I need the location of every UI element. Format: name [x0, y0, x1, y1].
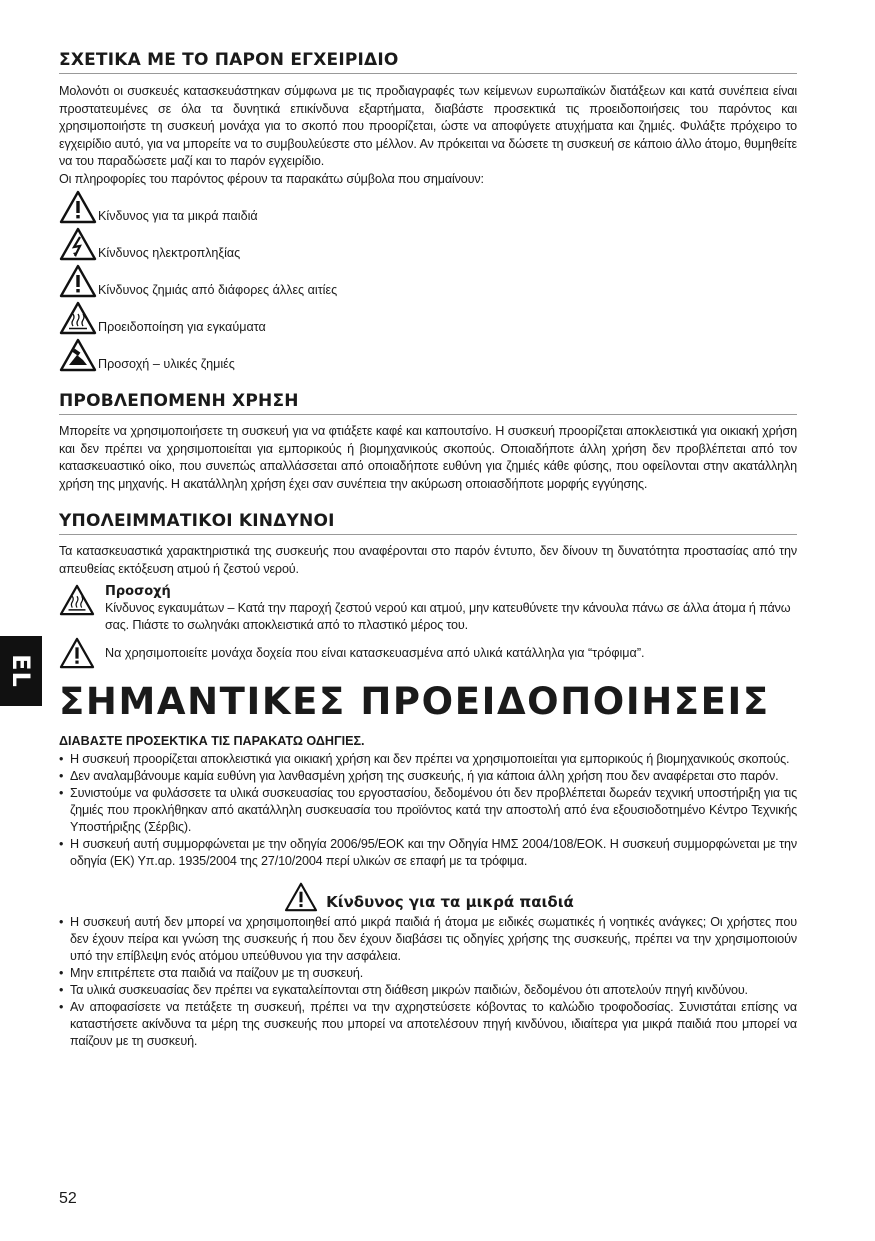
hot-surface-warning-icon: [59, 584, 95, 616]
list-item: • Η συσκευή προορίζεται αποκλειστικά για οικιακή χρήση και δεν πρέπει να χρησιμοποιείται για εμπορικούς ή βιομηχανικούς σκοπούς.: [59, 751, 797, 768]
symbol-label: Προσοχή – υλικές ζημιές: [98, 357, 235, 371]
symbol-label: Κίνδυνος ζημιάς από διάφορες άλλες αιτίες: [98, 283, 338, 297]
list-item: • Τα υλικά συσκευασίας δεν πρέπει να εγκαταλείπονται στη διάθεση μικρών παιδιών, δεδομένου ότι αποτελούν πηγή κινδύνου.: [59, 982, 797, 999]
symbol-row-electric: [59, 224, 797, 261]
symbol-label: Κίνδυνος για τα μικρά παιδιά: [98, 209, 258, 223]
list-item: • Αν αποφασίσετε να πετάξετε τη συσκευή, πρέπει να την αχρηστεύσετε κόβοντας το καλώδιο τροφοδοσίας. Συνιστάται επίσης να καταστήσετε ακίνδυνα τα μέρη της συσκευής που μπορεί να αποτελέσουν πηγή κινδύνου, ιδιαίτερα για μικρά παιδιά που μπορεί να παίζουν με τη συσκευή.: [59, 999, 797, 1050]
language-tab: [0, 636, 42, 706]
caution-content: [105, 584, 797, 634]
symbols-intro: Οι πληροφορίες του παρόντος φέρουν τα παρακάτω σύμβολα που σημαίνουν:: [59, 171, 484, 186]
read-instructions-subhead: ΔΙΑΒΑΣΤΕ ΠΡΟΣΕΚΤΙΚΑ ΤΙΣ ΠΑΡΑΚΑΤΩ ΟΔΗΓΙΕΣ.: [59, 734, 365, 748]
children-danger-title: Κίνδυνος για τα μικρά παιδιά: [326, 893, 574, 911]
symbol-row-other: [59, 261, 797, 298]
intended-use-paragraph: Μπορείτε να χρησιμοποιήσετε τη συσκευή για να φτιάξετε καφέ και καπουτσίνο. Η συσκευή προορίζεται αποκλειστικά για οικιακή χρήση και δεν πρέπει να χρησιμοποιείται για εμπορικούς ή βιομηχανικούς σκοπούς. Οποιαδήποτε άλλη χρήση δεν προβλέπεται από τον κατασκευαστικό οίκο, που συνεπώς απαλλάσσεται από οποιαδήποτε ευθύνη για ζημιές κάθε φύσης, που οφείλονται στην ακατάλληλη χρήση της μηχανής. Η ακατάλληλη χρήση έχει σαν συνέπεια την ακύρωση οποιασδήποτε μορφής εγγύησης.: [59, 424, 797, 491]
list-item: • Η συσκευή αυτή δεν μπορεί να χρησιμοποιηθεί από μικρά παιδιά ή άτομα με ειδικές σωματικές ή νοητικές ανάγκες; Οι χρήστες που δεν έχουν πείρα και γνώση της συσκευής ή που δεν έχουν διαβάσει τις οδηγίες χρήσης της συσκευής, πρέπει να την χρησιμοποιούν υπό την επίβλεψη ενός ατόμου υπεύθυνου για την ασφάλεια.: [59, 914, 797, 965]
section-title-residual-risks: ΥΠΟΛΕΙΜΜΑΤΙΚΟΙ ΚΙΝΔΥΝΟΙ: [59, 511, 797, 535]
symbol-list: [59, 187, 797, 372]
page-content: [59, 50, 797, 1050]
caution-title: Προσοχή: [105, 584, 171, 599]
important-warnings-title: ΣΗΜΑΝΤΙΚΕΣ ΠΡΟΕΙΔΟΠΟΙΗΣΕΙΣ: [59, 680, 770, 723]
symbol-label: Προειδοποίηση για εγκαύματα: [98, 320, 266, 334]
section-title-manual: ΣΧΕΤΙΚΑ ΜΕ ΤΟ ΠΑΡΟΝ ΕΓΧΕΙΡΙΔΙΟ: [59, 50, 797, 74]
list-item: • Συνιστούμε να φυλάσσετε τα υλικά συσκευασίας του εργοστασίου, δεδομένου ότι δεν προβλέπεται δωρεάν τεχνική υποστήριξη για τις ζημιές που προκλήθηκαν από ακατάλληλη συσκευασία του προϊόντος κατά την αποστολή από ένα εξουσιοδοτημένο Κέντρο Τεχνικής Υποστήριξης (Σέρβις).: [59, 785, 797, 836]
children-warnings-list: [59, 914, 797, 1050]
residual-risks-paragraph: Τα κατασκευαστικά χαρακτηριστικά της συσκευής που αναφέρονται στο παρόν έντυπο, δεν δίνουν τη δυνατότητα προστασίας από την απευθείας εκτόξευση ατμού ή ζεστού νερού.: [59, 544, 797, 576]
electric-shock-warning-icon: [59, 227, 97, 261]
list-item: • Η συσκευή αυτή συμμορφώνεται με την οδηγία 2006/95/ΕΟΚ και την Οδηγία ΗΜΣ 2004/108/ΕΟΚ. Η συσκευή συμμορφώνεται με την οδηγία (ΕΚ) Υπ.αρ. 1935/2004 της 27/10/2004 περί υλικών σε επαφή με τα τρόφιμα.: [59, 836, 797, 870]
language-tab-label: EL: [7, 654, 35, 688]
children-danger-heading: [59, 882, 797, 912]
food-containers-text: Να χρησιμοποιείτε μονάχα δοχεία που είναι κατασκευασμένα από υλικά κατάλληλα για “τρόφιμα”.: [105, 645, 645, 660]
list-item: • Μην επιτρέπετε στα παιδιά να παίζουν με τη συσκευή.: [59, 965, 797, 982]
warnings-list: [59, 751, 797, 870]
section-title-intended-use: ΠΡΟΒΛΕΠΟΜΕΝΗ ΧΡΗΣΗ: [59, 391, 797, 415]
caution-text: Κίνδυνος εγκαυμάτων – Κατά την παροχή ζεστού νερού και ατμού, μην κατευθύνετε την κάνουλα πάνω σε άλλα άτομα ή πάνω σας. Πιάστε το σωληνάκι αποκλειστικά από το πλαστικό μέρος του.: [105, 601, 791, 632]
symbol-row-material: [59, 335, 797, 372]
caution-block: [59, 584, 797, 634]
exclamation-warning-icon: [59, 190, 97, 224]
material-damage-warning-icon: [59, 338, 97, 372]
symbol-label: Κίνδυνος ηλεκτροπληξίας: [98, 246, 241, 260]
symbol-row-children: [59, 187, 797, 224]
exclamation-warning-icon: [59, 264, 97, 298]
exclamation-warning-icon: [282, 882, 320, 912]
food-containers-block: [59, 637, 797, 669]
list-item: • Δεν αναλαμβάνουμε καμία ευθύνη για λανθασμένη χρήση της συσκευής, ή για κάποια άλλη χρήση που δεν αναφέρεται στο παρόν.: [59, 768, 797, 785]
symbol-row-burn: [59, 298, 797, 335]
exclamation-warning-icon: [59, 637, 95, 669]
hot-surface-warning-icon: [59, 301, 97, 335]
page-number: 52: [59, 1190, 77, 1207]
manual-paragraph: Μολονότι οι συσκευές κατασκευάστηκαν σύμφωνα με τις προδιαγραφές των κείμενων ευρωπαϊκών διατάξεων και κατά συνέπεια είναι προστατευμένες σε όλα τα δυνητικά επικίνδυνα εξαρτήματα, διαβάστε προσεκτικά τις προειδοποιήσεις του παρόντος και χρησιμοποιήστε τη συσκευή μονάχα για το σκοπό που προορίζεται, ώστε να αποφύγετε ατυχήματα και ζημιές. Φυλάξτε πρόχειρο το εγχειρίδιο αυτό, για να μπορείτε να το συμβουλεύεστε στο μέλλον. Αν πρόκειται να δώσετε τη συσκευή σε κάποιο άλλο άτομο, θυμηθείτε να του παραδώσετε μαζί και το παρόν εγχειρίδιο.: [59, 84, 797, 168]
